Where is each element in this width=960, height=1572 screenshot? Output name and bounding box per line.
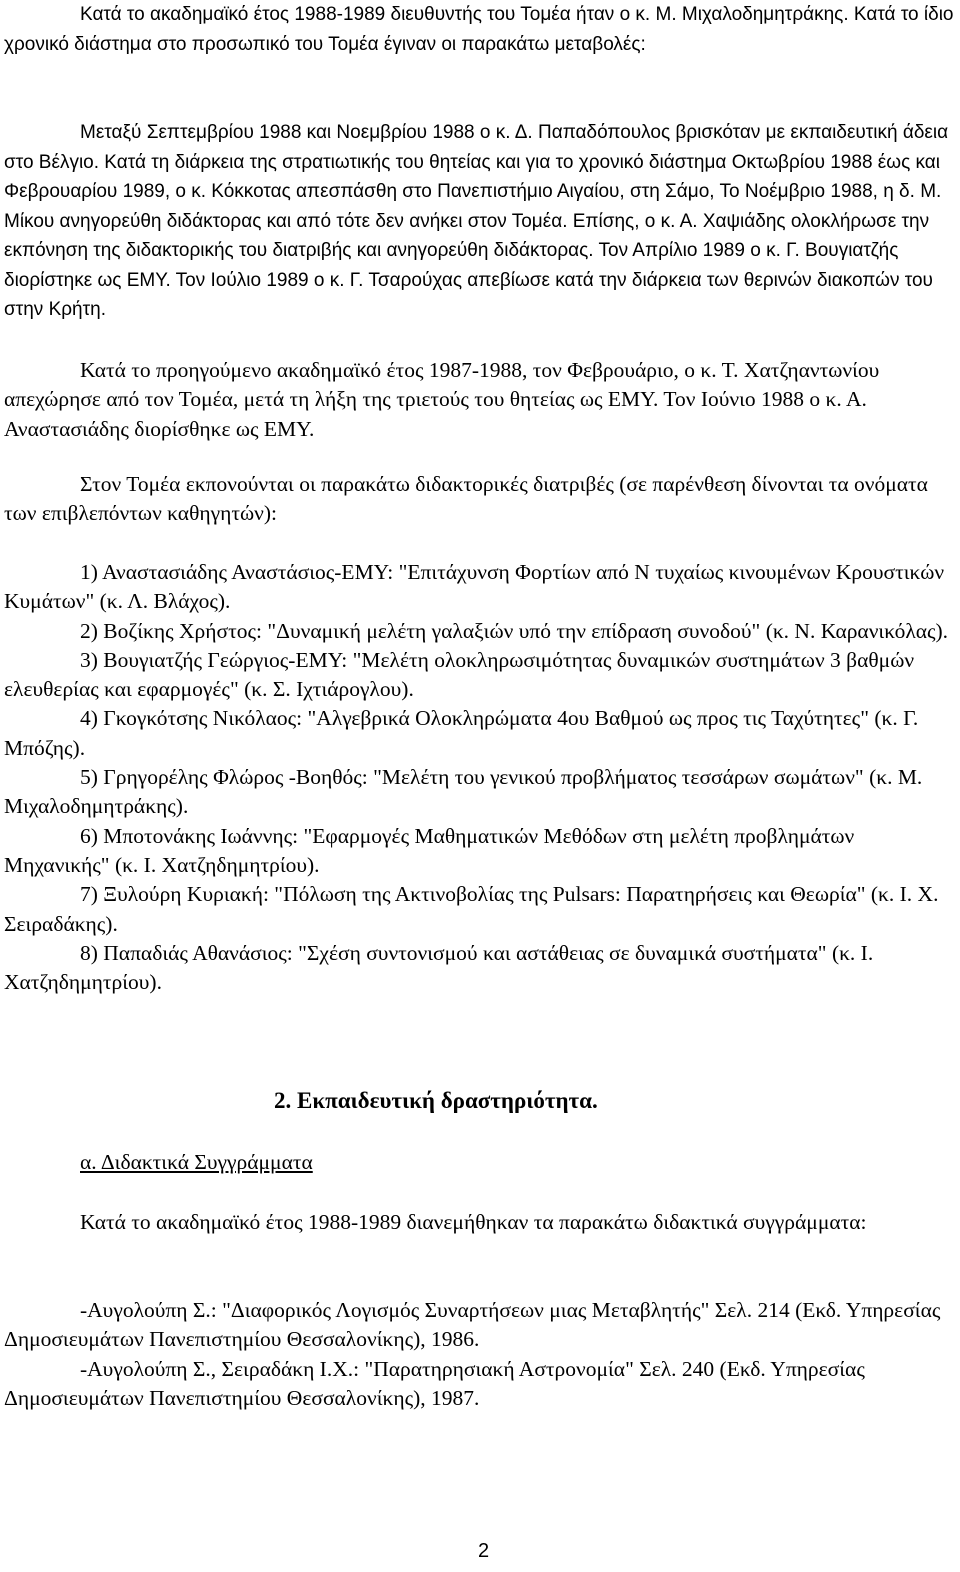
thesis-6: 6) Μποτονάκης Ιωάννης: "Εφαρμογές Μαθηματικών Μεθόδων στη μελέτη προβλημάτων Μηχανικής" (κ. Ι. Χατζηδημητρίου). — [4, 823, 855, 877]
list-item — [4, 939, 954, 998]
thesis-3: 3) Βουγιατζής Γεώργιος-ΕΜΥ: "Μελέτη ολοκληρωσιμότητας δυναμικών συστημάτων 3 βαθμών ελευθερίας και εφαρμογές" (κ. Σ. Ιχτιάρογλου). — [4, 647, 915, 702]
paragraph-books-intro — [4, 1208, 954, 1237]
thesis-7: 7) Ξυλούρη Κυριακή: "Πόλωση της Ακτινοβολίας της Pulsars: Παρατηρήσεις και Θεωρία" (κ. Ι. Χ. Σειραδάκης). — [4, 882, 939, 936]
list-item — [4, 880, 954, 939]
theses-intro-text: Στον Τομέα εκπονούνται οι παρακάτω διδακτορικές διατριβές (σε παρένθεση δίνονται τα ονόματα των επιβλεπόντων καθηγητών): — [4, 472, 928, 526]
paragraph-director-text: Κατά το ακαδημαϊκό έτος 1988-1989 διευθυντής του Τομέα ήταν ο κ. Μ. Μιχαλοδημητράκης. Κατά το ίδιο χρονικό διάστημα στο προσωπικό του Τομέα έγιναν οι παρακάτω μεταβολές: — [4, 4, 954, 55]
thesis-4: 4) Γκογκότσης Νικόλαος: "Αλγεβρικά Ολοκληρώματα 4ου Βαθμού ως προς τις Ταχύτητες" (κ. Γ. Μπόζης). — [4, 706, 919, 760]
paragraph-staff-changes — [4, 118, 954, 325]
previous-year-text: Κατά το προηγούμενο ακαδημαϊκό έτος 1987-1988, τον Φεβρουάριο, ο κ. Τ. Χατζηαντωνίου απεχώρησε από τον Τομέα, μετά τη λήξη της τριετούς του θητείας ως ΕΜΥ. Τον Ιούνιο 1988 ο κ. Α. Αναστασιάδης διορίσθηκε ως ΕΜΥ. — [4, 358, 880, 441]
list-item — [4, 558, 954, 617]
thesis-5: 5) Γρηγορέλης Φλώρος -Βοηθός: "Μελέτη του γενικού προβλήματος τεσσάρων σωμάτων" (κ. Μ. Μιχαλοδημητράκης). — [4, 765, 923, 819]
page-number: 2 — [478, 1540, 490, 1562]
list-item — [4, 617, 954, 646]
book-1: -Αυγολούπη Σ.: "Διαφορικός Λογισμός Συναρτήσεων μιας Μεταβλητής" Σελ. 214 (Εκδ. Υπηρεσίας Δημοσιευμάτων Πανεπιστημίου Θεσσαλονίκης), 1986. — [4, 1298, 941, 1352]
list-item — [4, 763, 954, 822]
staff-changes-text-2: Κατά τη διάρκεια της στρατιωτικής του θητείας και για το χρονικό διάστημα Οκτωβρίου 1988 έως και Φεβρουαρίου 1989, ο κ. Κόκκοτας απεσπάσθη στο Πανεπιστήμιο Αιγαίου, στη Σάμο, Το Νοέμβριο 1988, η δ. Μ. Μίκου ανηγορεύθη διδάκτορας και από τότε δεν ανήκει στον Τομέα. Επίσης, ο κ. Α. Χαψιάδης ολοκλήρωσε την εκπόνηση της διδακτορικής του διατριβής και ανηγορεύθη διδάκτορας. Τον Απρίλιο 1989 ο κ. Γ. Βουγιατζής διορίστηκε ως ΕΜΥ. Τον Ιούλιο 1989 ο κ. Γ. Τσαρούχας απεβίωσε κατά την διάρκεια των θερινών διακοπών του στην Κρήτη. — [4, 151, 942, 320]
section-heading: 2. Εκπαιδευτική δραστηριότητα. — [274, 1088, 598, 1113]
list-item — [4, 646, 954, 705]
subsection-heading: α. Διδακτικά Συγγράμματα — [80, 1150, 313, 1174]
list-item — [4, 822, 954, 881]
list-item — [4, 1296, 954, 1355]
thesis-1: 1) Αναστασιάδης Αναστάσιος-ΕΜΥ: "Επιτάχυνση Φορτίων από Ν τυχαίως κινουμένων Κρουστικών Κυμάτων" (κ. Λ. Βλάχος). — [4, 560, 945, 614]
paragraph-theses-intro — [4, 470, 954, 529]
staff-changes-text-1: Μεταξύ Σεπτεμβρίου 1988 και Νοεμβρίου 1988 ο κ. Δ. Παπαδόπουλος βρισκόταν με εκπαιδευτική άδεια στο Βέλγιο. — [4, 122, 949, 173]
book-2: -Αυγολούπη Σ., Σειραδάκη Ι.Χ.: "Παρατηρησιακή Αστρονομία" Σελ. 240 (Εκδ. Υπηρεσίας Δημοσιευμάτων Πανεπιστημίου Θεσσαλονίκης), 1987. — [4, 1356, 865, 1410]
thesis-8: 8) Παπαδιάς Αθανάσιος: "Σχέση συντονισμού και αστάθειας σε δυναμικά συστήματα" (κ. Ι. Χατζηδημητρίου). — [4, 940, 874, 995]
books-intro-text: Κατά το ακαδημαϊκό έτος 1988-1989 διανεμήθηκαν τα παρακάτω διδακτικά συγγράμματα: — [80, 1210, 867, 1234]
books-list — [4, 1296, 954, 1413]
thesis-2: 2) Βοζίκης Χρήστος: "Δυναμική μελέτη γαλαξιών υπό την επίδραση συνοδού" (κ. Ν. Καρανικόλας). — [80, 618, 949, 643]
list-item — [4, 1355, 954, 1414]
paragraph-previous-year — [4, 356, 954, 444]
paragraph-director — [4, 0, 954, 59]
theses-list — [4, 558, 954, 997]
list-item — [4, 704, 954, 763]
